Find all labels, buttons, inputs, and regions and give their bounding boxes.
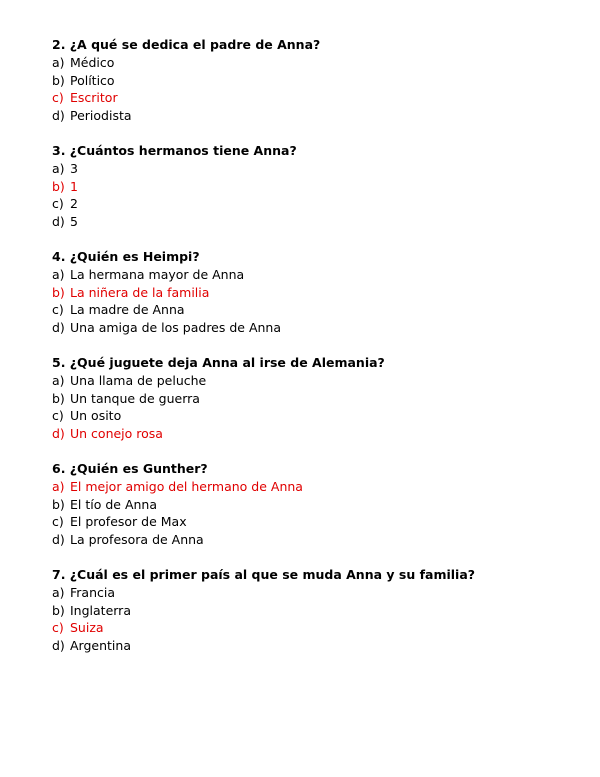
option-d bbox=[52, 107, 572, 125]
option-letter: d) bbox=[52, 426, 65, 442]
option-c-correct bbox=[52, 619, 572, 637]
option-a bbox=[52, 266, 572, 284]
option-letter: b) bbox=[52, 602, 65, 618]
question-5 bbox=[52, 354, 572, 443]
question-4 bbox=[52, 248, 572, 337]
question-title: 2. ¿A qué se dedica el padre de Anna? bbox=[52, 37, 321, 52]
option-text: El tío de Anna bbox=[70, 496, 157, 512]
option-a-correct bbox=[52, 478, 572, 496]
question-3 bbox=[52, 142, 572, 231]
option-letter: a) bbox=[52, 479, 65, 494]
option-letter: d) bbox=[52, 108, 65, 124]
option-letter: d) bbox=[52, 638, 65, 654]
option-text: La niñera de la familia bbox=[70, 284, 210, 300]
option-text: Un tanque de guerra bbox=[70, 390, 200, 406]
question-title: 7. ¿Cuál es el primer país al que se muda Anna y su familia? bbox=[52, 567, 476, 582]
option-b bbox=[52, 602, 572, 620]
option-text: 3 bbox=[70, 161, 78, 176]
option-b-correct bbox=[52, 284, 572, 302]
option-text: La hermana mayor de Anna bbox=[70, 267, 245, 282]
question-2 bbox=[52, 36, 572, 125]
question-6 bbox=[52, 460, 572, 549]
option-letter: b) bbox=[52, 496, 65, 512]
option-letter: a) bbox=[52, 55, 65, 70]
option-text: Una amiga de los padres de Anna bbox=[70, 320, 282, 336]
option-text: Un conejo rosa bbox=[70, 426, 163, 442]
option-letter: a) bbox=[52, 161, 65, 176]
option-letter: b) bbox=[52, 390, 65, 406]
option-b bbox=[52, 390, 572, 408]
option-a bbox=[52, 584, 572, 602]
option-text: La profesora de Anna bbox=[70, 532, 204, 548]
question-title: 5. ¿Qué juguete deja Anna al irse de Alemania? bbox=[52, 355, 385, 370]
option-letter: d) bbox=[52, 532, 65, 548]
option-c bbox=[52, 407, 572, 425]
option-a bbox=[52, 372, 572, 390]
option-letter: c) bbox=[52, 620, 64, 636]
option-b bbox=[52, 72, 572, 90]
option-text: 2 bbox=[70, 196, 78, 212]
option-c bbox=[52, 195, 572, 213]
option-text: Argentina bbox=[70, 638, 131, 654]
option-a bbox=[52, 160, 572, 178]
option-letter: d) bbox=[52, 320, 65, 336]
option-letter: c) bbox=[52, 514, 64, 530]
option-letter: c) bbox=[52, 408, 64, 424]
option-letter: c) bbox=[52, 90, 64, 106]
option-letter: c) bbox=[52, 196, 64, 212]
option-b-correct bbox=[52, 178, 572, 196]
option-text: Francia bbox=[70, 585, 116, 600]
option-d bbox=[52, 531, 572, 549]
option-letter: d) bbox=[52, 214, 65, 230]
option-text: Una llama de peluche bbox=[70, 373, 207, 388]
option-text: 1 bbox=[70, 178, 78, 194]
option-letter: b) bbox=[52, 284, 65, 300]
question-title: 3. ¿Cuántos hermanos tiene Anna? bbox=[52, 143, 297, 158]
option-text: Periodista bbox=[70, 108, 132, 124]
question-title: 4. ¿Quién es Heimpi? bbox=[52, 249, 200, 264]
option-text: El profesor de Max bbox=[70, 514, 187, 530]
option-letter: a) bbox=[52, 373, 65, 388]
option-text: La madre de Anna bbox=[70, 302, 185, 318]
option-text: 5 bbox=[70, 214, 78, 230]
option-d bbox=[52, 637, 572, 655]
option-text: Inglaterra bbox=[70, 602, 131, 618]
option-text: Un osito bbox=[70, 408, 122, 424]
question-7 bbox=[52, 566, 572, 655]
option-b bbox=[52, 496, 572, 514]
option-d bbox=[52, 319, 572, 337]
option-d bbox=[52, 213, 572, 231]
option-letter: b) bbox=[52, 72, 65, 88]
option-text: Escritor bbox=[70, 90, 118, 106]
option-letter: b) bbox=[52, 178, 65, 194]
option-letter: c) bbox=[52, 302, 64, 318]
option-a bbox=[52, 54, 572, 72]
option-letter: a) bbox=[52, 267, 65, 282]
question-title: 6. ¿Quién es Gunther? bbox=[52, 461, 208, 476]
option-letter: a) bbox=[52, 585, 65, 600]
option-d-correct bbox=[52, 425, 572, 443]
option-c-correct bbox=[52, 89, 572, 107]
option-text: El mejor amigo del hermano de Anna bbox=[70, 479, 303, 494]
option-c bbox=[52, 301, 572, 319]
option-text: Suiza bbox=[70, 620, 104, 636]
option-text: Médico bbox=[70, 55, 115, 70]
option-text: Político bbox=[70, 72, 115, 88]
option-c bbox=[52, 513, 572, 531]
